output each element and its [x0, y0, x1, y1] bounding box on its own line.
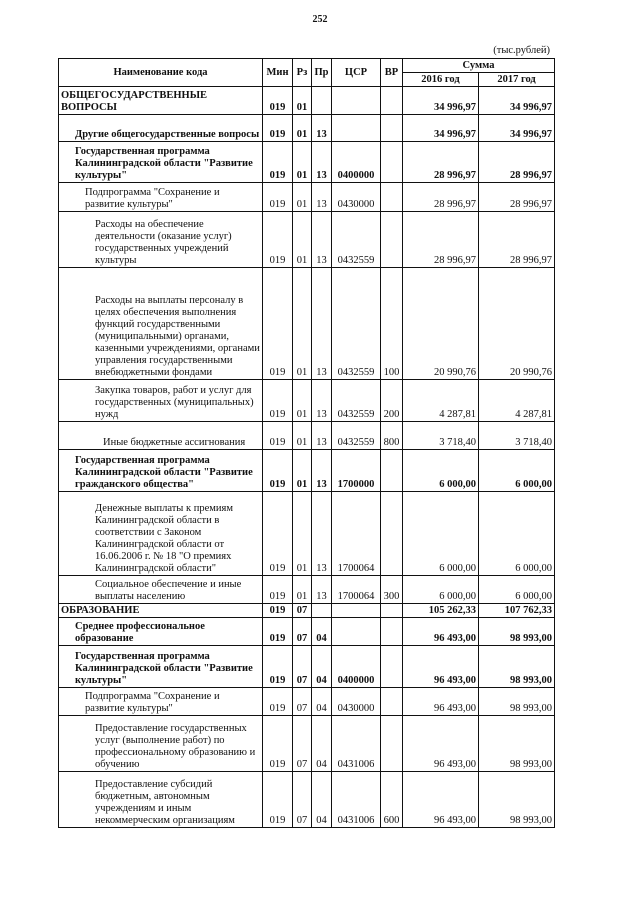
row-name: Денежные выплаты к премиям Калининградской области в соответствии с Законом Калининградской области от 16.06.2006 г. № 18 "О премиях Калининградской области" [59, 492, 263, 576]
row-csr: 0400000 [332, 142, 381, 183]
row-sum-2017: 28 996,97 [479, 142, 555, 183]
header-2017: 2017 год [479, 73, 555, 87]
row-rz: 01 [293, 380, 312, 422]
budget-table [58, 58, 555, 828]
row-sum-2016: 96 493,00 [403, 772, 479, 828]
row-sum-2017: 20 990,76 [479, 268, 555, 380]
row-sum-2017: 98 993,00 [479, 688, 555, 716]
row-csr [332, 618, 381, 646]
row-vr [381, 604, 403, 618]
row-rz: 01 [293, 142, 312, 183]
row-rz: 07 [293, 604, 312, 618]
row-vr [381, 183, 403, 212]
row-rz: 07 [293, 716, 312, 772]
row-pr: 04 [312, 646, 332, 688]
row-csr: 0430000 [332, 183, 381, 212]
header-csr: ЦСР [332, 59, 381, 87]
row-pr: 04 [312, 688, 332, 716]
row-vr [381, 492, 403, 576]
row-csr: 1700064 [332, 576, 381, 604]
table-row [59, 380, 555, 422]
row-min: 019 [263, 183, 293, 212]
row-pr: 13 [312, 422, 332, 450]
row-sum-2016: 34 996,97 [403, 115, 479, 142]
row-sum-2017: 28 996,97 [479, 183, 555, 212]
row-rz: 01 [293, 268, 312, 380]
row-pr: 04 [312, 716, 332, 772]
table-row [59, 115, 555, 142]
row-sum-2016: 96 493,00 [403, 688, 479, 716]
row-pr [312, 604, 332, 618]
row-sum-2016: 28 996,97 [403, 212, 479, 268]
row-vr [381, 450, 403, 492]
row-name: ОБЩЕГОСУДАРСТВЕННЫЕ ВОПРОСЫ [59, 87, 263, 115]
row-min: 019 [263, 212, 293, 268]
row-name: Государственная программа Калининградской области "Развитие гражданского общества" [59, 450, 263, 492]
row-sum-2017: 98 993,00 [479, 646, 555, 688]
row-sum-2016: 34 996,97 [403, 87, 479, 115]
row-vr [381, 618, 403, 646]
row-csr: 0431006 [332, 772, 381, 828]
row-name: Иные бюджетные ассигнования [59, 422, 263, 450]
row-csr: 0400000 [332, 646, 381, 688]
table-row [59, 716, 555, 772]
row-min: 019 [263, 492, 293, 576]
row-sum-2016: 105 262,33 [403, 604, 479, 618]
row-vr: 100 [381, 268, 403, 380]
row-sum-2016: 6 000,00 [403, 492, 479, 576]
row-min: 019 [263, 380, 293, 422]
row-csr: 0432559 [332, 422, 381, 450]
row-min: 019 [263, 422, 293, 450]
row-vr [381, 646, 403, 688]
row-sum-2016: 4 287,81 [403, 380, 479, 422]
row-csr: 0431006 [332, 716, 381, 772]
row-rz: 07 [293, 618, 312, 646]
row-vr: 600 [381, 772, 403, 828]
row-vr [381, 115, 403, 142]
row-min: 019 [263, 142, 293, 183]
row-name: Предоставление субсидий бюджетным, автономным учреждениям и иным некоммерческим организациям [59, 772, 263, 828]
row-min: 019 [263, 604, 293, 618]
row-sum-2017: 98 993,00 [479, 716, 555, 772]
row-csr [332, 604, 381, 618]
row-name: Подпрограмма "Сохранение и развитие культуры" [59, 688, 263, 716]
table-row [59, 772, 555, 828]
row-name: Государственная программа Калининградской области "Развитие культуры" [59, 646, 263, 688]
row-name: Государственная программа Калининградской области "Развитие культуры" [59, 142, 263, 183]
row-sum-2016: 3 718,40 [403, 422, 479, 450]
row-vr: 200 [381, 380, 403, 422]
row-rz: 07 [293, 772, 312, 828]
table-row [59, 142, 555, 183]
row-pr: 13 [312, 212, 332, 268]
row-rz: 01 [293, 576, 312, 604]
row-vr [381, 212, 403, 268]
row-csr: 0432559 [332, 268, 381, 380]
row-name: Расходы на выплаты персоналу в целях обеспечения выполнения функций государственными (муниципальными) органами, казенными учреждениями, органами управления государственными внебюджетными фондами [59, 268, 263, 380]
row-min: 019 [263, 450, 293, 492]
row-sum-2017: 98 993,00 [479, 772, 555, 828]
row-min: 019 [263, 87, 293, 115]
row-sum-2017: 98 993,00 [479, 618, 555, 646]
row-name: ОБРАЗОВАНИЕ [59, 604, 263, 618]
row-sum-2016: 28 996,97 [403, 183, 479, 212]
row-pr: 13 [312, 142, 332, 183]
row-rz: 01 [293, 212, 312, 268]
row-name: Расходы на обеспечение деятельности (оказание услуг) государственных учреждений культуры [59, 212, 263, 268]
row-min: 019 [263, 716, 293, 772]
row-min: 019 [263, 688, 293, 716]
row-sum-2017: 6 000,00 [479, 492, 555, 576]
row-pr: 13 [312, 183, 332, 212]
row-rz: 01 [293, 450, 312, 492]
row-name: Закупка товаров, работ и услуг для государственных (муниципальных) нужд [59, 380, 263, 422]
header-rz: Рз [293, 59, 312, 87]
row-min: 019 [263, 772, 293, 828]
row-rz: 07 [293, 646, 312, 688]
row-sum-2017: 34 996,97 [479, 87, 555, 115]
row-csr: 0432559 [332, 380, 381, 422]
table-row [59, 212, 555, 268]
header-min: Мин [263, 59, 293, 87]
row-rz: 01 [293, 422, 312, 450]
row-min: 019 [263, 576, 293, 604]
table-row [59, 646, 555, 688]
row-min: 019 [263, 618, 293, 646]
header-pr: Пр [312, 59, 332, 87]
row-sum-2017: 6 000,00 [479, 450, 555, 492]
header-sum: Сумма [403, 59, 555, 73]
row-min: 019 [263, 646, 293, 688]
row-csr: 0430000 [332, 688, 381, 716]
row-csr: 1700000 [332, 450, 381, 492]
row-sum-2017: 6 000,00 [479, 576, 555, 604]
table-row [59, 183, 555, 212]
table-row [59, 268, 555, 380]
page-number: 252 [312, 14, 328, 25]
row-vr [381, 716, 403, 772]
row-sum-2017: 34 996,97 [479, 115, 555, 142]
row-sum-2017: 4 287,81 [479, 380, 555, 422]
table-row [59, 492, 555, 576]
row-min: 019 [263, 268, 293, 380]
row-pr: 13 [312, 380, 332, 422]
row-name: Другие общегосударственные вопросы [59, 115, 263, 142]
table-row [59, 618, 555, 646]
row-csr [332, 87, 381, 115]
row-sum-2017: 107 762,33 [479, 604, 555, 618]
row-name: Предоставление государственных услуг (выполнение работ) по профессиональному образованию и обучению [59, 716, 263, 772]
units-label: (тыс.рублей) [493, 45, 550, 56]
header-2016: 2016 год [403, 73, 479, 87]
row-sum-2017: 28 996,97 [479, 212, 555, 268]
table-row [59, 422, 555, 450]
row-csr [332, 115, 381, 142]
row-pr: 13 [312, 576, 332, 604]
row-sum-2016: 6 000,00 [403, 576, 479, 604]
row-pr: 13 [312, 268, 332, 380]
row-pr [312, 87, 332, 115]
row-sum-2016: 96 493,00 [403, 716, 479, 772]
row-pr: 13 [312, 115, 332, 142]
row-vr: 300 [381, 576, 403, 604]
row-sum-2016: 96 493,00 [403, 618, 479, 646]
row-pr: 04 [312, 772, 332, 828]
row-pr: 04 [312, 618, 332, 646]
row-min: 019 [263, 115, 293, 142]
row-sum-2016: 28 996,97 [403, 142, 479, 183]
row-rz: 07 [293, 688, 312, 716]
table-row [59, 688, 555, 716]
table-row [59, 576, 555, 604]
row-sum-2016: 20 990,76 [403, 268, 479, 380]
row-name: Подпрограмма "Сохранение и развитие культуры" [59, 183, 263, 212]
row-csr: 1700064 [332, 492, 381, 576]
table-row [59, 604, 555, 618]
row-sum-2016: 96 493,00 [403, 646, 479, 688]
row-vr: 800 [381, 422, 403, 450]
row-rz: 01 [293, 115, 312, 142]
row-pr: 13 [312, 492, 332, 576]
row-name: Среднее профессиональное образование [59, 618, 263, 646]
header-vr: ВР [381, 59, 403, 87]
row-vr [381, 87, 403, 115]
row-sum-2016: 6 000,00 [403, 450, 479, 492]
row-rz: 01 [293, 492, 312, 576]
table-row [59, 450, 555, 492]
row-name: Социальное обеспечение и иные выплаты населению [59, 576, 263, 604]
row-rz: 01 [293, 87, 312, 115]
row-rz: 01 [293, 183, 312, 212]
row-vr [381, 688, 403, 716]
row-sum-2017: 3 718,40 [479, 422, 555, 450]
row-pr: 13 [312, 450, 332, 492]
table-row [59, 87, 555, 115]
header-name: Наименование кода [59, 59, 263, 87]
row-csr: 0432559 [332, 212, 381, 268]
row-vr [381, 142, 403, 183]
